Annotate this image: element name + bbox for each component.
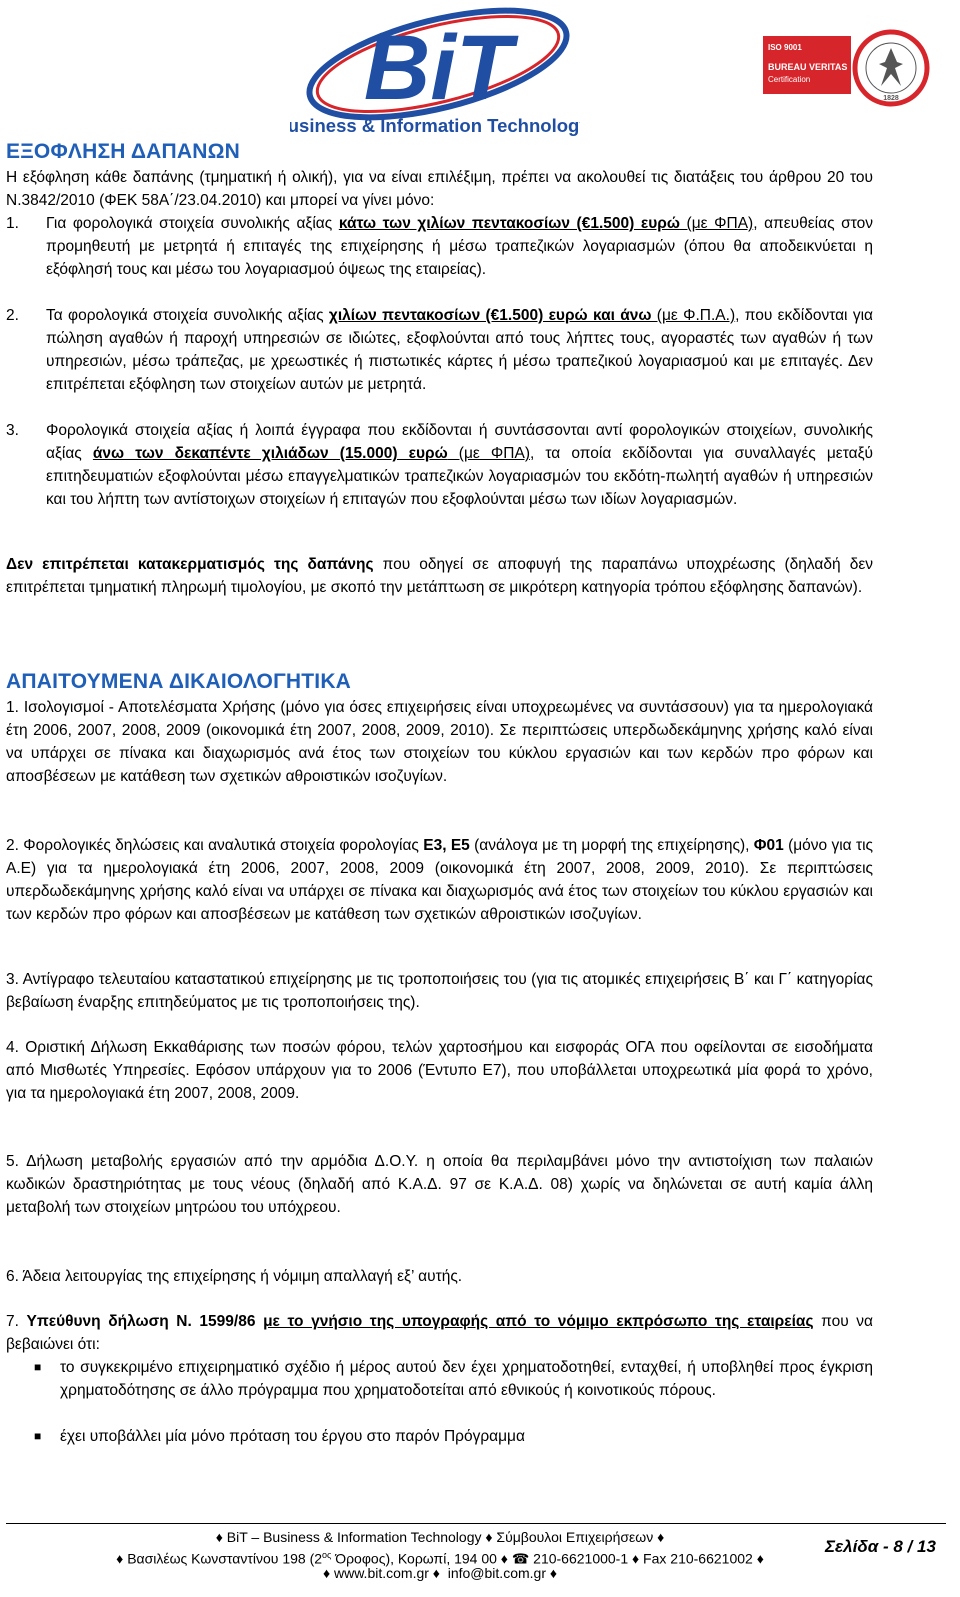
bit-logo-wordmark: BiT (363, 17, 513, 119)
footer-address-line: ♦ Βασιλέως Κωνσταντίνου 198 ($2^{o\varsigma}$ Όροφος), Κορωπί, 194 00 ♦ ☎ 210-6621000-1 ♦ Fax 210-6621002 ♦ (116, 1550, 764, 1567)
bureau-veritas-certification (763, 28, 938, 110)
footer-contact-line (60, 1564, 820, 1582)
payment-item1-number: 1. (6, 215, 19, 232)
payment-item3: Φορολογικά στοιχεία αξίας ή λοιπά έγγραφα που εκδίδονται ή συντάσσονται αντί φορολογικών στοιχείων, συνολικής αξίας άνω των δεκαπέντε χιλιάδων (15.000) ευρώ (με ΦΠΑ), τα οποία εκδίδονται για συναλλαγές μεταξύ επιτηδευματιών εξοφλούνται μέσω επαγγελματικών τραπεζικών λογαριασμών του εκδότη-πωλητή αγαθών ή υπηρεσιών και του λήπτη των αντίστοιχων στοιχείων ή επιταγών που εξοφλούνται μέσω των ιδίων λογαριασμών. (46, 422, 873, 508)
cert-certification-label: Certification (768, 75, 811, 84)
footer-company-line: ♦ BiT – Business & Information Technology ♦ Σύμβουλοι Επιχειρήσεων ♦ (215, 1529, 665, 1545)
bullet-square-icon: ■ (34, 1429, 42, 1443)
payment-item2-number: 2. (6, 307, 19, 324)
payment-intro: Η εξόφληση κάθε δαπάνης (τμηματική ή ολική), για να είναι επιλέξιμη, πρέπει να ακολουθεί τις διατάξεις του άρθρου 20 του Ν.3842/2010 (ΦΕΚ 58Α΄/23.04.2010) και μπορεί να γίνει μόνο: (6, 169, 873, 209)
payment-item3-number: 3. (6, 422, 19, 439)
web-link[interactable]: ♦ www.bit.com.gr ♦ (322, 1565, 440, 1581)
doc-item2: 2. Φορολογικές δηλώσεις και αναλυτικά στοιχεία φορολογίας Ε3, Ε5 (ανάλογα με τη μορφή της επιχείρησης), Φ01 (μόνο για τις Α.Ε) για τα ημερολογιακά έτη 2006, 2007, 2008, 2009 (οικονομικά έτη 2007, 2008, 2009, 2010). Σε περιπτώσεις υπερδωδεκάμηνης χρήσης καλό είναι να υπάρχει σε πίνακα και διαχωρισμός ανά έτος των στοιχείων του κύκλου εργασιών και των κερδών προ φόρων και αποσβέσεων με κατάθεση των σχετικών αθροιστικών ισοζυγίων. (6, 837, 874, 923)
cert-seal-year: 1828 (883, 95, 899, 102)
doc-item5: 5. Δήλωση μεταβολής εργασιών από την αρμόδια Δ.Ο.Υ. η οποία θα περιλαμβάνει μόνο την αντιστοίχιση των παλαιών κωδικών δραστηριότητας με τους νέους (δηλαδή από Κ.Α.Δ. 97 σε Κ.Α.Δ. 08) χωρίς να δηλώνεται σε αυτή καμία άλλη μεταβολή των στοιχείων μητρώου του υπόχρεου. (6, 1153, 873, 1216)
section-title-documents: ΑΠΑΙΤΟΥΜΕΝΑ ΔΙΚΑΙΟΛΟΓΗΤΙΚΑ (6, 670, 352, 693)
doc-item7-bullet1: το συγκεκριμένο επιχειρηματικό σχέδιο ή μέρος αυτού δεν έχει χρηματοδοτηθεί, ενταχθεί, ή υποβληθεί προς έγκριση χρηματοδότησης σε άλλο πρόγραμμα που χρηματοδοτείται από εθνικούς ή κοινοτικούς πόρους. (60, 1359, 873, 1399)
bit-logo-subtitle: Business & Information Technology (290, 115, 580, 136)
payment-item2: Τα φορολογικά στοιχεία συνολικής αξίας χιλίων πεντακοσίων (€1.500) ευρώ και άνω (με Φ.Π.Α.), που εκδίδονται για πώληση αγαθών ή παροχή υπηρεσιών σε ιδιώτες, εξοφλούνται από τους λήπτες τους, αγοραστές των αγαθών ή των υπηρεσιών, μέσω τράπεζας, με χρεωστικές ή πιστωτικές κάρτες ή μέσω τραπεζικού λογαριασμού και με επιταγές. Δεν επιτρέπεται εξόφληση των στοιχείων αυτών με μετρητά. (46, 307, 873, 393)
payment-item1: Για φορολογικά στοιχεία συνολικής αξίας κάτω των χιλίων πεντακοσίων (€1.500) ευρώ (με ΦΠΑ), απευθείας στον προμηθευτή με μετρητά ή επιταγές της επιχείρησης ή μέσω τραπεζικών λογαριασμών (όπου θα αποδεικνύεται η εξόφλησή τους και μέσω του λογαριασμού όψεως της εταιρείας). (46, 215, 873, 278)
section-title-payment: ΕΞΟΦΛΗΣΗ ΔΑΠΑΝΩΝ (6, 140, 241, 163)
email-link[interactable]: info@bit.com.gr ♦ (447, 1565, 558, 1581)
doc-item1: 1. Ισολογισμοί - Αποτελέσματα Χρήσης (μόνο για όσες επιχειρήσεις είναι υποχρεωμένες να συντάσσουν) για τα ημερολογιακά έτη 2006, 2007, 2008, 2009 (οικονομικά έτη 2007, 2008, 2009, 2010). Σε περιπτώσεις υπερδωδεκάμηνης χρήσης καλό είναι να υπάρχει σε πίνακα και διαχωρισμός ανά έτος των στοιχείων του κύκλου εργασιών και των κερδών προ φόρων και αποσβέσεων με κατάθεση των σχετικών αθροιστικών ισοζυγίων. (6, 699, 873, 785)
page-number: Σελίδα - 8 / 13 (825, 1537, 936, 1556)
bit-logo (290, 4, 580, 139)
doc-item7-bullet2: έχει υποβάλλει μία μόνο πρόταση του έργου στο παρόν Πρόγραμμα (60, 1428, 525, 1445)
cert-iso-label: ISO 9001 (768, 43, 802, 52)
doc-item3: 3. Αντίγραφο τελευταίου καταστατικού επιχείρησης με τις τροποποιήσεις του (για τις ατομικές επιχειρήσεις Β΄ και Γ΄ κατηγορίας βεβαίωση έναρξης επιτηδεύματος με τις τροποποιήσεις της). (6, 971, 873, 1011)
doc-item7: 7. Υπεύθυνη δήλωση Ν. 1599/86 με το γνήσιο της υπογραφής από το νόμιμο εκπρόσωπο της εταιρείας που να βεβαιώνει ότι: (6, 1313, 874, 1353)
doc-item4: 4. Οριστική Δήλωση Εκκαθάρισης των ποσών φόρου, τελών χαρτοσήμου και εισφοράς ΟΓΑ που οφείλονται σε εισοδήματα από Μισθωτές Υπηρεσίες. Εφόσον υπάρχουν για το 2006 (Έντυπο Ε7), που υποβάλλεται υποχρεωτικά μία φορά το χρόνο, για τα ημερολογιακά έτη 2007, 2008, 2009. (6, 1039, 873, 1102)
payment-closing: Δεν επιτρέπεται κατακερματισμός της δαπάνης που οδηγεί σε αποφυγή της παραπάνω υποχρέωσης (δηλαδή δεν επιτρέπεται τμηματική πληρωμή τιμολογίου, με σκοπό την μετάπτωση σε μικρότερη κατηγορία τρόπου εξόφλησης δαπανών). (6, 556, 873, 596)
bullet-square-icon: ■ (34, 1360, 42, 1374)
bureau-veritas-seal-icon (855, 32, 927, 104)
doc-item6: 6. Άδεια λειτουργίας της επιχείρησης ή νόμιμη απαλλαγή εξ’ αυτής. (6, 1268, 463, 1285)
cert-bv-label: BUREAU VERITAS (768, 62, 848, 72)
bit-logo-graphic (290, 4, 580, 139)
footer-divider (6, 1523, 946, 1524)
